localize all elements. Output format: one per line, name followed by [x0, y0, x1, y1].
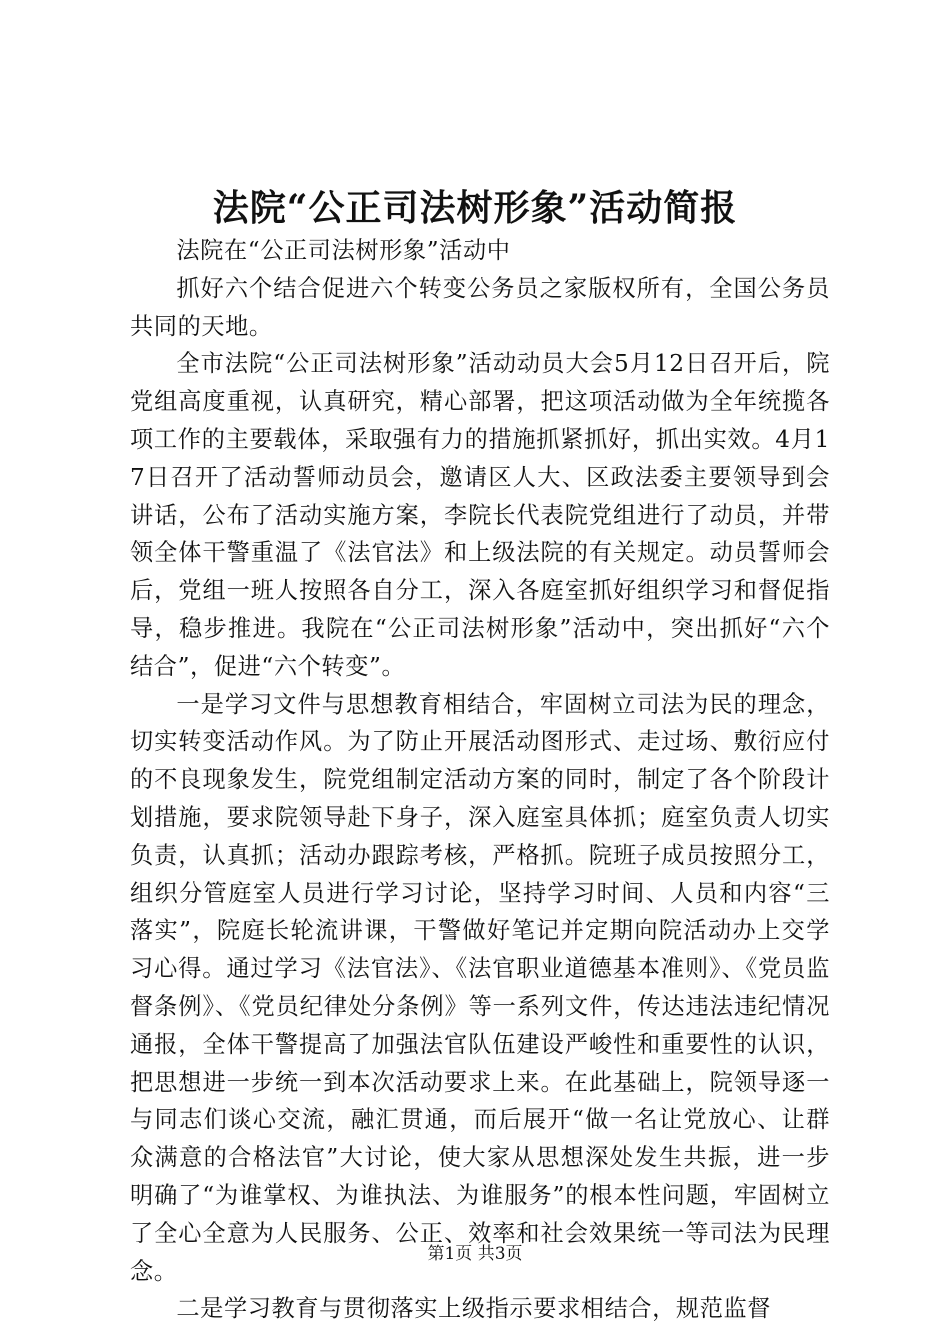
paragraph: 一是学习文件与思想教育相结合，牢固树立司法为民的理念，切实转变活动作风。为了防止开展活动图形式、走过场、敷衍应付的不良现象发生，院党组制定活动方案的同时，制定了各个阶段计划措施，要求院领导赴下身子，深入庭室具体抓；庭室负责人切实负责，认真抓；活动办跟踪考核，严格抓。院班子成员按照分工，组织分管庭室人员进行学习讨论，坚持学习时间、人员和内容“三落实”，院庭长轮流讲课，干警做好笔记并定期向院活动办上交学习心得。通过学习《法官法》、《法官职业道德基本准则》、《党员监督条例》、《党员纪律处分条例》等一系列文件，传达违法违纪情况通报，全体干警提高了加强法官队伍建设严峻性和重要性的认识，把思想进一步统一到本次活动要求上来。在此基础上，院领导逐一与同志们谈心交流，融汇贯通，而后展开“做一名让党放心、让群众满意的合格法官”大讨论，使大家从思想深处发生共振，进一步明确了“为谁掌权、为谁执法、为谁服务”的根本性问题，牢固树立了全心全意为人民服务、公正、效率和社会效果统一等司法为民理念。 — [130, 690, 830, 1285]
page-number-footer: 第1页 共3页 — [427, 1244, 523, 1264]
document-title: 法院“公正司法树形象”活动简报 — [212, 187, 738, 229]
paragraph: 抓好六个结合促进六个转变公务员之家版权所有，全国公务员共同的天地。 — [130, 274, 830, 340]
paragraph: 二是学习教育与贯彻落实上级指示要求相结合，规范监督 — [176, 1295, 772, 1323]
document-body — [130, 232, 830, 1328]
paragraph: 法院在“公正司法树形象”活动中 — [176, 237, 511, 264]
paragraph: 全市法院“公正司法树形象”活动动员大会5月12日召开后，院党组高度重视，认真研究，精心部署，把这项活动做为全年统揽各项工作的主要载体，采取强有力的措施抓紧抓好，抓出实效。4月17日召开了活动誓师动员会，邀请区人大、区政法委主要领导到会讲话，公布了活动实施方案，李院长代表院党组进行了动员，并带领全体干警重温了《法官法》和上级法院的有关规定。动员誓师会后，党组一班人按照各自分工，深入各庭室抓好组织学习和督促指导，稳步推进。我院在“公正司法树形象”活动中，突出抓好“六个结合”，促进“六个转变”。 — [130, 350, 830, 680]
